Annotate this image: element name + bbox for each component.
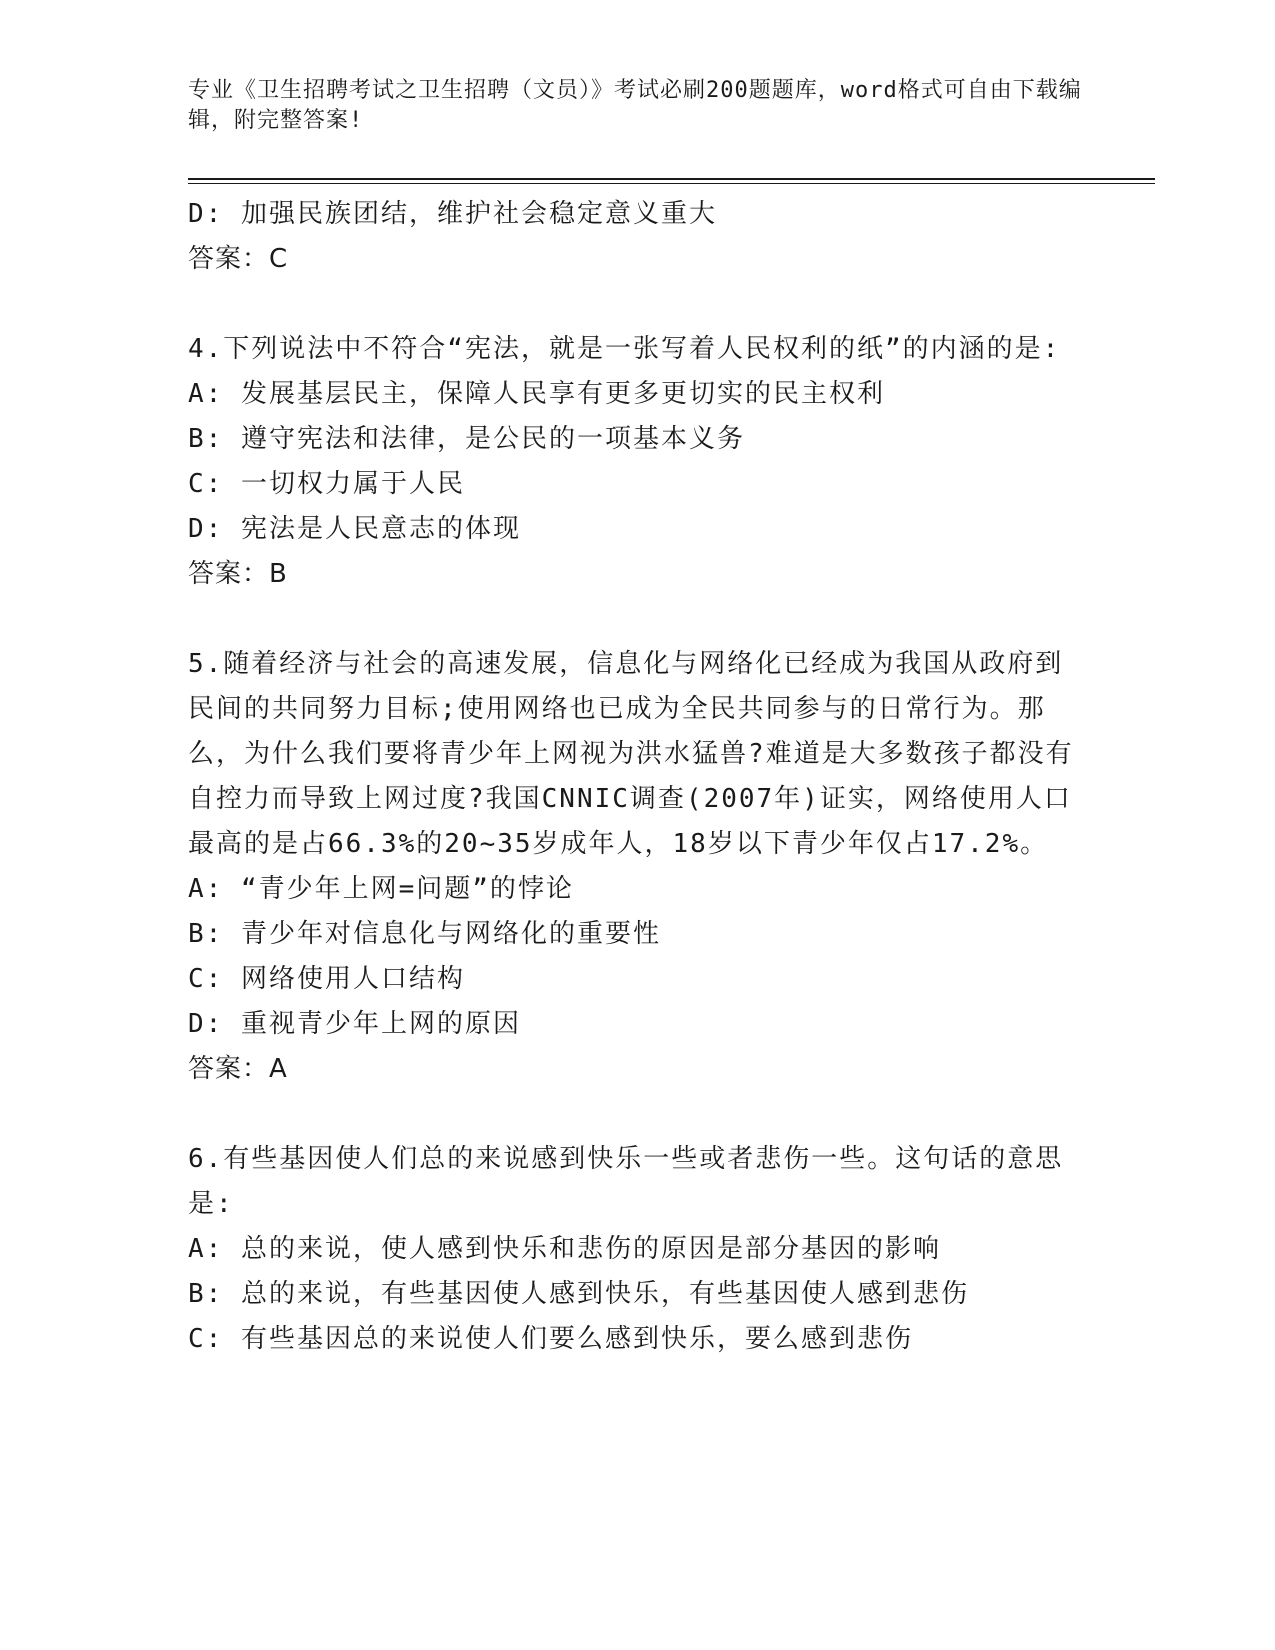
spacer (188, 1092, 1088, 1137)
q6-option-a: A: 总的来说，使人感到快乐和悲伤的原因是部分基因的影响 (188, 1234, 941, 1264)
q4-option-a: A: 发展基层民主，保障人民享有更多更切实的民主权利 (188, 379, 885, 409)
question-content (188, 192, 1088, 1362)
q4-stem: 4.下列说法中不符合“宪法，就是一张写着人民权利的纸”的内涵的是: (188, 334, 1061, 364)
q5-option-c: C: 网络使用人口结构 (188, 964, 465, 994)
q6-stem: 6.有些基因使人们总的来说感到快乐一些或者悲伤一些。这句话的意思是: (188, 1144, 1064, 1219)
q5-option-a: A: “青少年上网=问题”的悖论 (188, 874, 574, 904)
spacer (188, 597, 1088, 642)
q3-option-d: D: 加强民族团结，维护社会稳定意义重大 (188, 199, 717, 229)
q5-answer: 答案：A (188, 1054, 288, 1084)
q3-answer: 答案：C (188, 244, 289, 274)
header-divider-thick (188, 178, 1155, 180)
q6-option-b: B: 总的来说，有些基因使人感到快乐，有些基因使人感到悲伤 (188, 1279, 969, 1309)
header-divider-thin (188, 183, 1155, 184)
q4-option-b: B: 遵守宪法和法律，是公民的一项基本义务 (188, 424, 745, 454)
document-header: 专业《卫生招聘考试之卫生招聘（文员）》考试必刷200题题库，word格式可自由下载编辑，附完整答案! (188, 78, 1082, 133)
q5-stem: 5.随着经济与社会的高速发展，信息化与网络化已经成为我国从政府到民间的共同努力目标;使用网络也已成为全民共同参与的日常行为。那么，为什么我们要将青少年上网视为洪水猛兽?难道是大多数孩子都没有自控力而导致上网过度?我国CNNIC调查(2007年)证实，网络使用人口最高的是占66.3%的20~35岁成年人，18岁以下青少年仅占17.2%。 (188, 649, 1074, 859)
q6-option-c: C: 有些基因总的来说使人们要么感到快乐，要么感到悲伤 (188, 1324, 913, 1354)
q5-option-d: D: 重视青少年上网的原因 (188, 1009, 521, 1039)
spacer (188, 282, 1088, 327)
q4-answer: 答案：B (188, 559, 288, 589)
q4-option-d: D: 宪法是人民意志的体现 (188, 514, 521, 544)
q4-option-c: C: 一切权力属于人民 (188, 469, 465, 499)
q5-option-b: B: 青少年对信息化与网络化的重要性 (188, 919, 661, 949)
